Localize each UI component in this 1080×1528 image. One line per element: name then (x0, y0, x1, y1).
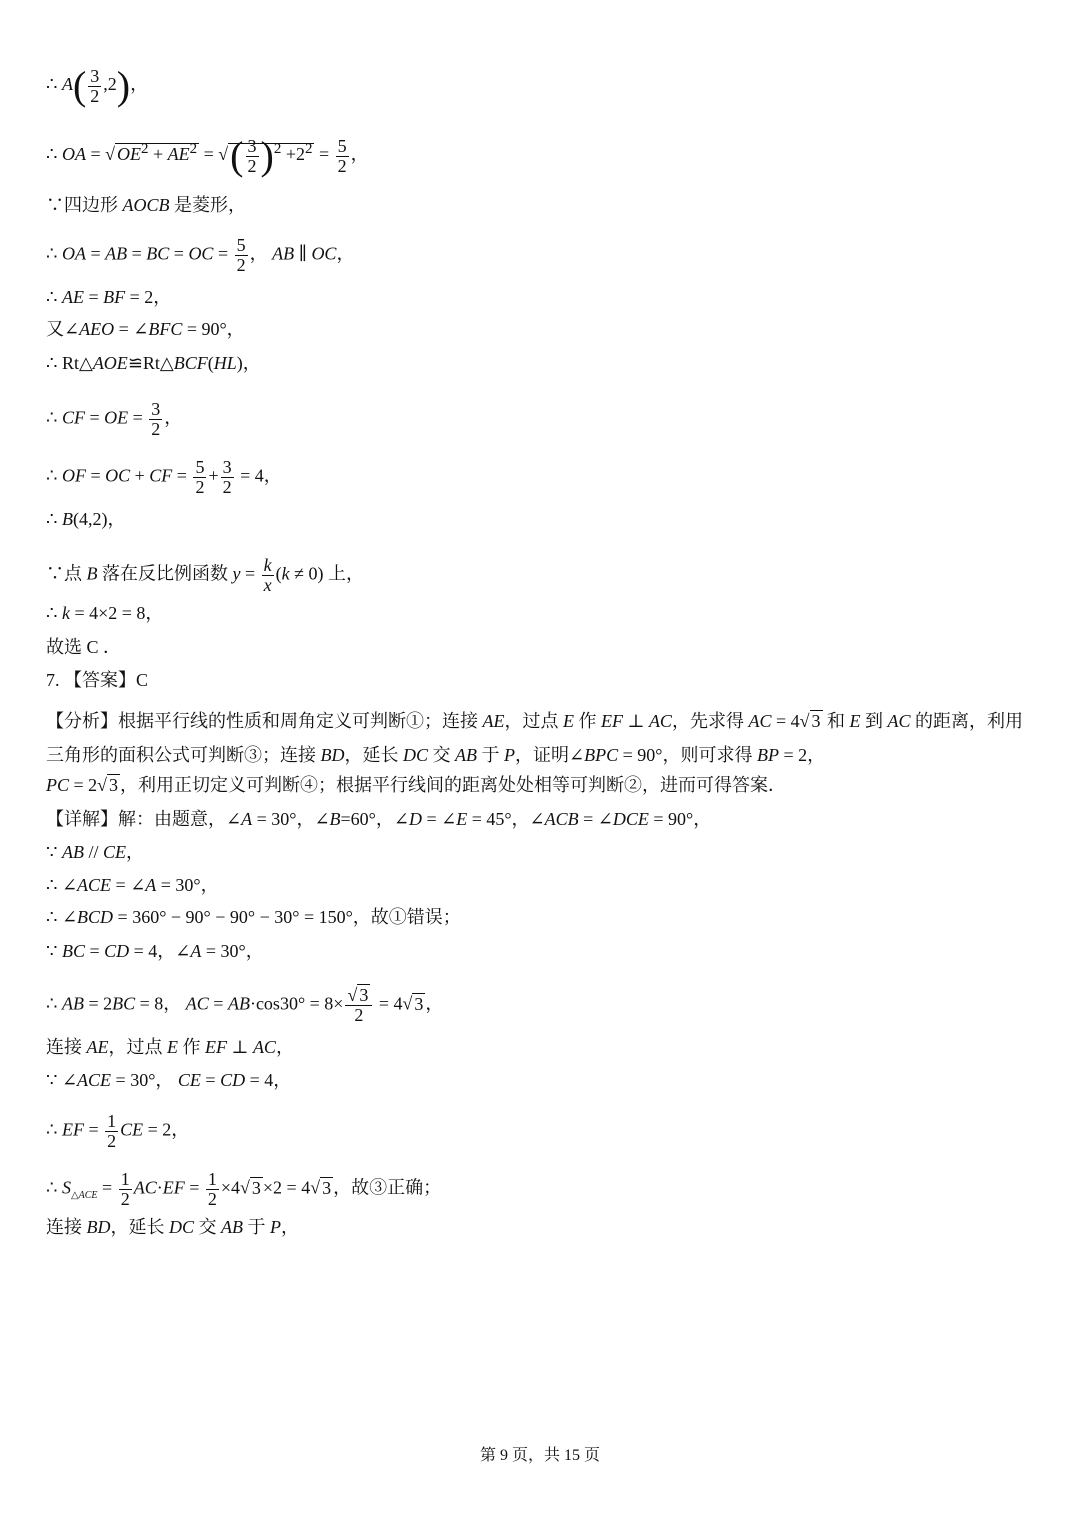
line-19: ∴ ∠ACE = ∠A = 30°， (46, 875, 219, 895)
line-9: ∴ OF = OC + CF = $\frac{5}{2}$ + $\frac{3}{2}$ = 4， (46, 457, 282, 497)
line-25: ∴ EF = $\frac{1}{2}$ CE = 2， (46, 1111, 190, 1151)
line-2: ∴ OA = √ $OE^2 + AE^2$ = √( $\frac{3}{2}$ )$^2 +2^2$ = $\frac{5}{2}$ ， (46, 133, 369, 178)
line-23: 连接 AE，过点 E 作 EF ⊥ AC， (46, 1037, 294, 1057)
line-12: ∴ k = 4×2 = 8， (46, 603, 164, 623)
line-18: ∵ AB // CE， (46, 842, 144, 862)
line-27: 连接 BD，延长 DC 交 AB 于 P， (46, 1217, 300, 1237)
line-16: PC = 2√ 3 ，利用正切定义可判断④；根据平行线间的距离处处相等可判断②，进而可得答案． (46, 775, 787, 795)
line-17: 【详解】解：由题意，∠A = 30°，∠B=60°，∠D = ∠E = 45°，∠ACB = ∠DCE = 90°， (46, 809, 712, 829)
page-footer: 第 9 页，共 15 页 (479, 1447, 600, 1464)
line-24: ∵ ∠ACE = 30°， CE = CD = 4， (46, 1070, 292, 1090)
line-3: ∵四边形 AOCB 是菱形， (46, 195, 246, 215)
line-21: ∵ BC = CD = 4，∠A = 30°， (46, 941, 264, 961)
line-4: ∴ OA = AB = BC = OC = $\frac{5}{2}$ ， AB ∥ OC， (46, 235, 355, 275)
line-6: 又∠AEO = ∠BFC = 90°， (46, 319, 245, 339)
line-22: ∴ AB = 2BC = 8， AC = AB·cos30° = 8× $\frac{√ 3}{2}$ = 4√ 3 ， (46, 985, 444, 1025)
line-10: ∴ B(4,2)， (46, 509, 126, 529)
line-14: 7. 【答案】C (46, 670, 149, 690)
line-8: ∴ CF = OE = $\frac{3}{2}$ ， (46, 399, 183, 439)
line-11: ∵点 B 落在反比例函数 y = $\frac{k}{x}$ (k ≠ 0) 上， (46, 555, 365, 595)
line-7: ∴ Rt△AOE≌Rt△BCF(HL)， (46, 353, 261, 373)
line-15: 【分析】根据平行线的性质和周角定义可判断①；连接 AE，过点 E 作 EF ⊥ AC，先求得 AC = 4√ 3 和 E 到 AC 的距离，利用三角形的面积公式可判断③；连接 BD，延长 DC 交 AB 于 P，证明∠BPC = 90°，则可求得 BP = 2， (46, 711, 1024, 765)
line-1: ∴ A( $\frac{3}{2}$ ,2)， (46, 63, 149, 108)
line-13: 故选 C ． (46, 637, 122, 657)
line-26: ∴ $S_{\triangle ACE}$ = $\frac{1}{2}$ AC·EF = $\frac{1}{2}$ ×4√ 3 ×2 = 4√ 3 ，故③正确； (46, 1169, 442, 1209)
line-5: ∴ AE = BF = 2， (46, 287, 172, 307)
line-20: ∴ ∠BCD = 360° − 90° − 90° − 30° = 150°，故①错误； (46, 907, 461, 927)
